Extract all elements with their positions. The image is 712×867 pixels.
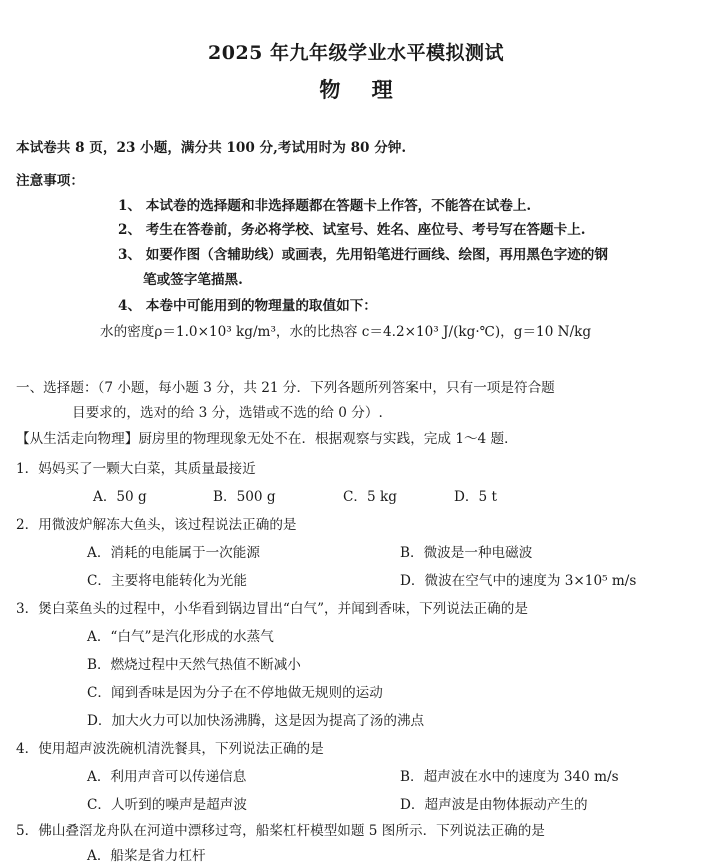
- option: D．超声波是由物体振动产生的: [400, 797, 588, 813]
- note-item: 4、 本卷中可能用到的物理量的取值如下：: [118, 298, 377, 314]
- option: D．加大火力可以加快汤沸腾，这是因为提高了汤的沸点: [87, 713, 425, 729]
- option: B．500 g: [213, 489, 276, 505]
- option: A．利用声音可以传递信息: [87, 769, 247, 785]
- option: A．消耗的电能属于一次能源: [87, 545, 260, 561]
- option: C．主要将电能转化为光能: [87, 573, 247, 589]
- question-stem: 2．用微波炉解冻大鱼头，该过程说法正确的是: [16, 517, 297, 533]
- question-stem: 4．使用超声波洗碗机清洗餐具，下列说法正确的是: [16, 741, 324, 757]
- option: A．50 g: [93, 489, 147, 505]
- option: B．微波是一种电磁波: [400, 545, 533, 561]
- note-item: 1、 本试卷的选择题和非选择题都在答题卡上作答，不能答在试卷上.: [118, 198, 532, 214]
- option: C．人听到的噪声是超声波: [87, 797, 247, 813]
- physical-constants: 水的密度ρ＝1.0×10³ kg/m³，水的比热容 c＝4.2×10³ J/(kg·℃)，g＝10 N/kg: [100, 324, 592, 340]
- note-item-continued: 笔或签字笔描黑.: [143, 272, 243, 288]
- option: B．超声波在水中的速度为 340 m/s: [400, 769, 619, 785]
- option: D．5 t: [454, 489, 497, 505]
- section-context: 【从生活走向物理】厨房里的物理现象无处不在．根据观察与实践，完成 1～4 题．: [16, 431, 518, 447]
- question-stem: 5．佛山叠滘龙舟队在河道中漂移过弯，船桨杠杆模型如题 5 图所示．下列说法正确的是: [16, 823, 545, 839]
- section-heading: 一、选择题：（7 小题，每小题 3 分，共 21 分．下列各题所列答案中，只有一项是符合题: [16, 380, 555, 396]
- option: D．微波在空气中的速度为 3×10⁵ m/s: [400, 573, 637, 589]
- notes-heading: 注意事项：: [16, 173, 84, 189]
- question-stem: 3．煲白菜鱼头的过程中，小华看到锅边冒出“白气”，并闻到香味，下列说法正确的是: [16, 601, 528, 617]
- option: A．船桨是省力杠杆: [87, 848, 206, 864]
- note-item: 3、 如要作图（含辅助线）或画表，先用铅笔进行画线、绘图，再用黑色字迹的钢: [118, 247, 608, 263]
- option: B．燃烧过程中天然气热值不断减小: [87, 657, 301, 673]
- note-item: 2、 考生在答卷前，务必将学校、试室号、姓名、座位号、考号写在答题卡上.: [118, 222, 586, 238]
- option: A．“白气”是汽化形成的水蒸气: [87, 629, 274, 645]
- question-stem: 1．妈妈买了一颗大白菜，其质量最接近: [16, 461, 256, 477]
- subject-title: 物 理: [319, 77, 405, 102]
- exam-summary: 本试卷共 8 页，23 小题，满分共 100 分,考试用时为 80 分钟.: [16, 140, 407, 156]
- section-heading-continued: 目要求的，选对的给 3 分，选错或不选的给 0 分）.: [72, 405, 383, 421]
- exam-title: 2025 年九年级学业水平模拟测试: [208, 42, 504, 64]
- option: C．5 kg: [343, 489, 397, 505]
- option: C．闻到香味是因为分子在不停地做无规则的运动: [87, 685, 383, 701]
